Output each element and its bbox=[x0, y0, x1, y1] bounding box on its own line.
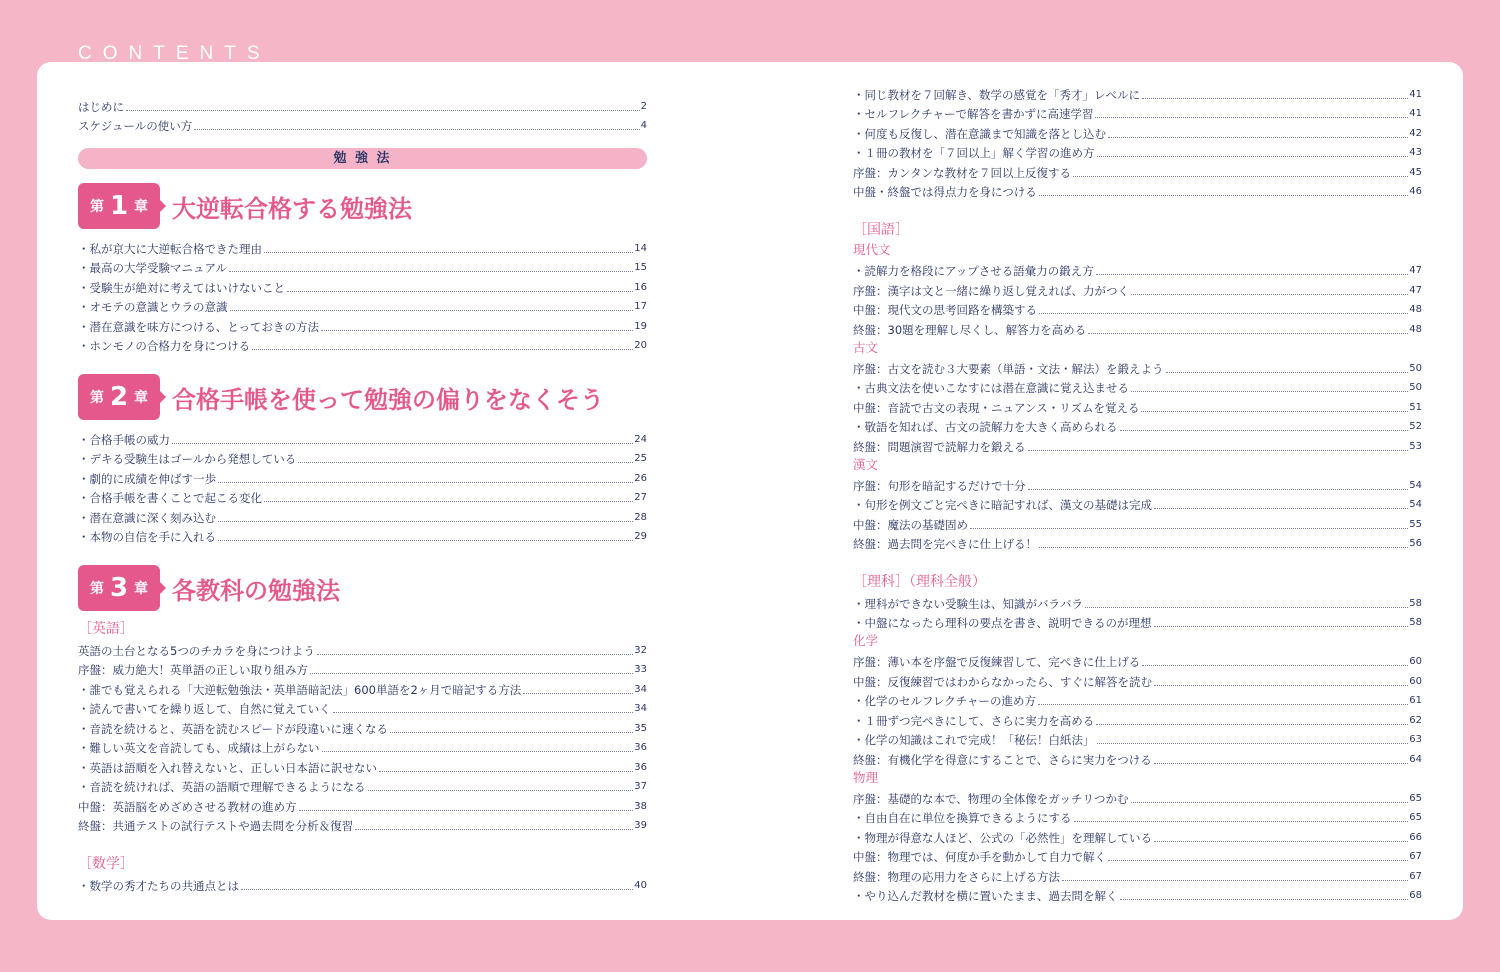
toc-entry[interactable] bbox=[853, 533, 1422, 553]
dot-leader bbox=[287, 291, 633, 292]
entry-title: 序盤：漢字は文と一緒に繰り返し覚えれば、力がつく bbox=[853, 283, 1129, 298]
page-number: 66 bbox=[1409, 831, 1422, 843]
left-column bbox=[78, 95, 647, 894]
subject-heading: ［理科］（理科全般） bbox=[853, 574, 986, 590]
chapter-badge bbox=[78, 374, 160, 420]
dot-leader bbox=[1096, 724, 1408, 725]
page-number: 40 bbox=[634, 879, 647, 891]
page-number: 55 bbox=[1409, 518, 1422, 530]
toc-entry[interactable] bbox=[78, 639, 647, 659]
page-number: 17 bbox=[634, 301, 647, 312]
page-number: 67 bbox=[1409, 851, 1422, 862]
dot-leader bbox=[1131, 391, 1408, 392]
page-number: 34 bbox=[634, 703, 647, 714]
toc-entry[interactable] bbox=[853, 377, 1422, 397]
chapter-header bbox=[78, 183, 647, 229]
page-number: 25 bbox=[634, 453, 647, 464]
entry-title: ・劇的に成績を伸ばす一歩 bbox=[78, 471, 216, 486]
dot-leader bbox=[1131, 802, 1409, 803]
entry-title: ・私が京大に大逆転合格できた理由 bbox=[78, 241, 262, 256]
dot-leader bbox=[1028, 489, 1409, 490]
right-column bbox=[853, 83, 1422, 904]
chapter-number: 1 bbox=[109, 191, 129, 221]
subsection-heading: 物理 bbox=[853, 769, 879, 785]
page-number: 42 bbox=[1409, 127, 1422, 139]
entry-title: ・１冊の教材を「７回以上」解く学習の進め方 bbox=[853, 146, 1095, 160]
entry-title: 終盤：30題を理解し尽くし、解答力を高める bbox=[853, 322, 1087, 337]
entry-title: 序盤：薄い本を序盤で反復練習して、完ぺきに仕上げる bbox=[853, 655, 1141, 669]
dot-leader bbox=[1039, 547, 1408, 548]
toc-entry[interactable] bbox=[78, 487, 647, 507]
page-number: 39 bbox=[634, 820, 647, 831]
entry-title: 序盤：基礎的な本で、物理の全体像をガッチリつかむ bbox=[853, 791, 1129, 806]
dot-leader bbox=[1131, 294, 1408, 295]
toc-entry[interactable] bbox=[78, 698, 647, 718]
dot-leader bbox=[1096, 274, 1409, 275]
entry-title: ・音読を続けると、英語を読むスピードが段違いに速くなる bbox=[78, 721, 389, 736]
page-number: 52 bbox=[1409, 421, 1422, 432]
page-number: 56 bbox=[1409, 538, 1422, 549]
dot-leader bbox=[321, 330, 633, 331]
toc-entry[interactable] bbox=[853, 318, 1422, 338]
toc-entry[interactable] bbox=[853, 494, 1422, 514]
page-number: 33 bbox=[634, 664, 647, 675]
chapter-number: 3 bbox=[109, 573, 129, 603]
toc-entry[interactable] bbox=[853, 416, 1422, 436]
toc-entry[interactable] bbox=[78, 795, 647, 815]
page-number: 27 bbox=[634, 492, 647, 503]
entry-title: 中盤：英語脳をめざめさせる教材の進め方 bbox=[78, 799, 297, 814]
toc-entry[interactable] bbox=[853, 181, 1422, 201]
toc-entry[interactable] bbox=[78, 296, 647, 316]
entry-title: 中盤：魔法の基礎固め bbox=[853, 517, 968, 532]
dot-leader bbox=[1039, 313, 1408, 314]
toc-entry[interactable] bbox=[78, 335, 647, 355]
toc-entry[interactable] bbox=[78, 659, 647, 679]
toc-entry[interactable] bbox=[853, 709, 1422, 729]
page-number: 29 bbox=[634, 531, 647, 542]
page-number: 47 bbox=[1409, 265, 1422, 276]
dot-leader bbox=[1028, 450, 1409, 451]
chapter-suffix: 章 bbox=[134, 199, 149, 215]
entry-title: ・受験生が絶対に考えてはいけないこと bbox=[78, 280, 285, 295]
toc-entry[interactable] bbox=[78, 315, 647, 335]
dot-leader bbox=[230, 310, 634, 311]
page-number: 16 bbox=[634, 281, 647, 293]
chapter-suffix: 章 bbox=[134, 581, 149, 597]
chapter-prefix: 第 bbox=[89, 581, 104, 597]
chapter-badge bbox=[78, 565, 160, 611]
page-number: 48 bbox=[1409, 323, 1422, 335]
chapter-title: 大逆転合格する勉強法 bbox=[172, 194, 412, 223]
toc-entry[interactable] bbox=[853, 690, 1422, 710]
entry-title: スケジュールの使い方 bbox=[78, 119, 193, 133]
dot-leader bbox=[1154, 841, 1408, 842]
page-number: 2 bbox=[640, 100, 647, 112]
toc-entry[interactable] bbox=[78, 237, 647, 257]
page-number: 45 bbox=[1409, 166, 1422, 178]
toc-entry[interactable] bbox=[853, 279, 1422, 299]
page-number: 53 bbox=[1409, 440, 1422, 452]
dot-leader bbox=[241, 889, 633, 890]
dot-leader bbox=[264, 501, 633, 502]
toc-entry[interactable] bbox=[78, 737, 647, 757]
entry-title: 序盤：古文を読む３大要素（単語・文法・解法）を鍛えよう bbox=[853, 361, 1164, 376]
dot-leader bbox=[1120, 899, 1409, 900]
page-number: 58 bbox=[1409, 597, 1422, 609]
dot-leader bbox=[252, 349, 633, 350]
entry-title: 終盤：物理の応用力をさらに上げる方法 bbox=[853, 869, 1060, 884]
page-number: 51 bbox=[1409, 401, 1422, 413]
chapter-prefix: 第 bbox=[89, 199, 104, 215]
chapter-header bbox=[78, 374, 647, 420]
page-number: 41 bbox=[1409, 108, 1422, 119]
toc-entry[interactable] bbox=[853, 396, 1422, 416]
page-number: 36 bbox=[634, 742, 647, 753]
subject-heading: ［数学］ bbox=[78, 856, 134, 872]
page-number: 19 bbox=[634, 320, 647, 332]
entry-title: ・読んで書いてを繰り返して、自然に覚えていく bbox=[78, 702, 331, 716]
toc-entry[interactable] bbox=[853, 885, 1422, 905]
dot-leader bbox=[172, 443, 633, 444]
chapter-badge bbox=[78, 183, 160, 229]
page-number: 68 bbox=[1409, 890, 1422, 901]
page-number: 67 bbox=[1409, 870, 1422, 882]
dot-leader bbox=[1141, 411, 1408, 412]
entry-title: ・音読を続ければ、英語の語順で理解できるようになる bbox=[78, 780, 366, 794]
toc-entry[interactable] bbox=[853, 83, 1422, 103]
entry-title: ・難しい英文を音読しても、成績は上がらない bbox=[78, 741, 320, 755]
toc-entry[interactable] bbox=[853, 357, 1422, 377]
dot-leader bbox=[299, 810, 634, 811]
page-number: 41 bbox=[1409, 88, 1422, 100]
toc-entry[interactable] bbox=[853, 103, 1422, 123]
page-number: 46 bbox=[1409, 186, 1422, 197]
entry-title: ・理科ができない受験生は、知識がバラバラ bbox=[853, 596, 1083, 611]
entry-title: はじめに bbox=[78, 99, 124, 114]
toc-entry[interactable] bbox=[853, 748, 1422, 768]
entry-title: ・古典文法を使いこなすには潜在意識に覚え込ませる bbox=[853, 381, 1129, 395]
toc-entry[interactable] bbox=[78, 776, 647, 796]
dot-leader bbox=[1039, 195, 1408, 196]
dot-leader bbox=[1142, 98, 1408, 99]
page-number: 58 bbox=[1409, 617, 1422, 628]
page-number: 15 bbox=[634, 262, 647, 273]
toc-entry[interactable] bbox=[78, 815, 647, 835]
entry-title: ・セルフレクチャーで解答を書かずに高速学習 bbox=[853, 107, 1094, 121]
entry-title: ・句形を例文ごと完ぺきに暗記すれば、漢文の基礎は完成 bbox=[853, 498, 1152, 512]
entry-title: ・化学の知識はこれで完成！「秘伝！白紙法」 bbox=[853, 733, 1095, 747]
entry-title: ・潜在意識に深く刻み込む bbox=[78, 510, 216, 525]
toc-entry[interactable] bbox=[853, 161, 1422, 181]
page-number: 64 bbox=[1409, 753, 1422, 765]
toc-entry[interactable] bbox=[853, 142, 1422, 162]
page-number: 14 bbox=[634, 242, 647, 254]
dot-leader bbox=[368, 790, 634, 791]
subsection-heading: 古文 bbox=[853, 339, 879, 355]
subsection-heading: 化学 bbox=[853, 633, 879, 648]
dot-leader bbox=[970, 528, 1408, 529]
toc-entry[interactable] bbox=[853, 826, 1422, 846]
dot-leader bbox=[126, 110, 640, 111]
entry-title: 終盤：問題演習で読解力を鍛える bbox=[853, 439, 1026, 454]
toc-entry[interactable] bbox=[853, 846, 1422, 866]
toc-entry[interactable] bbox=[853, 787, 1422, 807]
page-number: 65 bbox=[1409, 812, 1422, 823]
page-number: 26 bbox=[634, 472, 647, 484]
dot-leader bbox=[1154, 685, 1408, 686]
dot-leader bbox=[379, 771, 633, 772]
entry-title: ・合格手帳を書くことで起こる変化 bbox=[78, 491, 262, 505]
entry-title: 終盤：有機化学を得意にすることで、さらに実力をつける bbox=[853, 752, 1152, 767]
toc-entry[interactable] bbox=[853, 670, 1422, 690]
dot-leader bbox=[390, 732, 633, 733]
dot-leader bbox=[218, 540, 633, 541]
entry-title: ・やり込んだ教材を横に置いたまま、過去問を解く bbox=[853, 889, 1118, 903]
entry-title: ・最高の大学受験マニュアル bbox=[78, 261, 228, 275]
dot-leader bbox=[333, 712, 633, 713]
page-number: 20 bbox=[634, 340, 647, 351]
page-number: 61 bbox=[1409, 695, 1422, 706]
page-number: 50 bbox=[1409, 362, 1422, 374]
page-number: 54 bbox=[1409, 479, 1422, 491]
page-number: 34 bbox=[634, 683, 647, 695]
dot-leader bbox=[310, 673, 633, 674]
entry-title: 序盤：カンタンな教材を７回以上反復する bbox=[853, 165, 1072, 180]
page-number: 4 bbox=[640, 120, 647, 131]
dot-leader bbox=[1108, 860, 1408, 861]
toc-entry[interactable] bbox=[78, 467, 647, 487]
entry-title: 中盤・終盤では得点力を身につける bbox=[853, 185, 1037, 199]
subsection-heading: 漢文 bbox=[853, 456, 879, 472]
page-number: 36 bbox=[634, 761, 647, 773]
entry-title: ・１冊ずつ完ぺきにして、さらに実力を高める bbox=[853, 713, 1095, 728]
entry-title: ・本物の自信を手に入れる bbox=[78, 530, 216, 544]
dot-leader bbox=[1074, 821, 1409, 822]
toc-entry[interactable] bbox=[78, 717, 647, 737]
entry-title: ・中盤になったら理科の要点を書き、説明できるのが理想 bbox=[853, 616, 1152, 630]
toc-entry[interactable] bbox=[853, 435, 1422, 455]
dot-leader bbox=[1095, 117, 1408, 118]
entry-title: 中盤：現代文の思考回路を構築する bbox=[853, 303, 1037, 317]
dot-leader bbox=[218, 521, 633, 522]
dot-leader bbox=[1038, 704, 1408, 705]
entry-title: 終盤：過去問を完ぺきに仕上げる！ bbox=[853, 537, 1037, 551]
entry-title: ・英語は語順を入れ替えないと、正しい日本語に訳せない bbox=[78, 760, 377, 775]
entry-title: 序盤：句形を暗記するだけで十分 bbox=[853, 478, 1026, 493]
page-number: 37 bbox=[634, 781, 647, 792]
dot-leader bbox=[1142, 665, 1408, 666]
contents-heading: CONTENTS bbox=[78, 43, 271, 62]
page-number: 28 bbox=[634, 511, 647, 523]
page-number: 38 bbox=[634, 800, 647, 812]
dot-leader bbox=[194, 129, 639, 130]
page-number: 62 bbox=[1409, 714, 1422, 726]
dot-leader bbox=[1108, 137, 1408, 138]
toc-entry[interactable] bbox=[853, 612, 1422, 632]
toc-entry[interactable] bbox=[78, 115, 647, 135]
chapter-suffix: 章 bbox=[134, 390, 149, 406]
dot-leader bbox=[523, 693, 633, 694]
toc-entry[interactable] bbox=[853, 122, 1422, 142]
chapter-number: 2 bbox=[109, 382, 129, 412]
entry-title: ・合格手帳の威力 bbox=[78, 432, 170, 447]
entry-title: ・敬語を知れば、古文の読解力を大きく高められる bbox=[853, 420, 1118, 434]
entry-title: ・オモテの意識とウラの意識 bbox=[78, 300, 228, 314]
dot-leader bbox=[1097, 156, 1409, 157]
toc-entry[interactable] bbox=[853, 865, 1422, 885]
chapter-prefix: 第 bbox=[89, 390, 104, 406]
toc-entry[interactable] bbox=[78, 95, 647, 115]
page-number: 48 bbox=[1409, 304, 1422, 315]
entry-title: 序盤：威力絶大！英単語の正しい取り組み方 bbox=[78, 663, 308, 677]
dot-leader bbox=[218, 482, 633, 483]
toc-entry[interactable] bbox=[78, 874, 647, 894]
toc-entry[interactable] bbox=[78, 526, 647, 546]
entry-title: ・読解力を格段にアップさせる語彙力の鍛え方 bbox=[853, 264, 1094, 278]
page-number: 32 bbox=[634, 644, 647, 656]
dot-leader bbox=[229, 271, 633, 272]
toc-entry[interactable] bbox=[853, 474, 1422, 494]
dot-leader bbox=[355, 829, 633, 830]
entry-title: ・数学の秀才たちの共通点とは bbox=[78, 878, 239, 893]
dot-leader bbox=[264, 252, 633, 253]
page-number: 65 bbox=[1409, 792, 1422, 804]
entry-title: 中盤：物理では、何度か手を動かして自力で解く bbox=[853, 850, 1106, 864]
subsection-heading: 現代文 bbox=[853, 242, 891, 257]
subject-heading: ［国語］ bbox=[853, 222, 909, 238]
dot-leader bbox=[1120, 430, 1409, 431]
dot-leader bbox=[298, 462, 633, 463]
toc-entry[interactable] bbox=[78, 678, 647, 698]
page-number: 54 bbox=[1409, 499, 1422, 510]
toc-entry[interactable] bbox=[78, 506, 647, 526]
section-band-study-methods: 勉 強 法 bbox=[78, 148, 647, 169]
toc-entry[interactable] bbox=[78, 276, 647, 296]
toc-entry[interactable] bbox=[78, 428, 647, 448]
entry-title: ・自由自在に単位を換算できるようにする bbox=[853, 811, 1072, 825]
subject-heading: ［英語］ bbox=[78, 621, 134, 637]
toc-entry[interactable] bbox=[853, 807, 1422, 827]
dot-leader bbox=[317, 654, 633, 655]
page-number: 47 bbox=[1409, 284, 1422, 296]
toc-entry[interactable] bbox=[853, 260, 1422, 280]
entry-title: ・化学のセルフレクチャーの進め方 bbox=[853, 694, 1036, 708]
toc-entry[interactable] bbox=[853, 513, 1422, 533]
toc-entry[interactable] bbox=[853, 651, 1422, 671]
entry-title: ・誰でも覚えられる「大逆転勉強法・英単語暗記法」600単語を2ヶ月で暗記する方法 bbox=[78, 682, 522, 697]
dot-leader bbox=[1088, 333, 1408, 334]
entry-title: 英語の土台となる5つのチカラを身につけよう bbox=[78, 643, 315, 658]
dot-leader bbox=[322, 751, 634, 752]
toc-entry[interactable] bbox=[78, 257, 647, 277]
entry-title: ・潜在意識を味方につける、とっておきの方法 bbox=[78, 319, 320, 334]
page-number: 63 bbox=[1409, 734, 1422, 745]
dot-leader bbox=[1166, 372, 1409, 373]
dot-leader bbox=[1154, 763, 1408, 764]
entry-title: ・デキる受験生はゴールから発想している bbox=[78, 452, 297, 466]
toc-entry[interactable] bbox=[853, 729, 1422, 749]
dot-leader bbox=[1154, 626, 1409, 627]
page-number: 43 bbox=[1409, 147, 1422, 158]
toc-entry[interactable] bbox=[853, 592, 1422, 612]
entry-title: ・物理が得意な人ほど、公式の「必然性」を理解している bbox=[853, 830, 1152, 845]
entry-title: ・ホンモノの合格力を身につける bbox=[78, 339, 251, 353]
toc-entry[interactable] bbox=[78, 448, 647, 468]
page-number: 60 bbox=[1409, 656, 1422, 667]
entry-title: 中盤：音読で古文の表現・ニュアンス・リズムを覚える bbox=[853, 400, 1140, 415]
page-number: 24 bbox=[634, 433, 647, 445]
dot-leader bbox=[1097, 743, 1409, 744]
chapter-header bbox=[78, 565, 647, 611]
entry-title: ・同じ教材を７回解き、数学の感覚を「秀才」レベルに bbox=[853, 87, 1141, 102]
dot-leader bbox=[1154, 508, 1408, 509]
dot-leader bbox=[1085, 607, 1408, 608]
toc-entry[interactable] bbox=[78, 756, 647, 776]
entry-title: 終盤：共通テストの試行テストや過去問を分析＆復習 bbox=[78, 819, 354, 833]
page-number: 35 bbox=[634, 722, 647, 734]
entry-title: ・何度も反復し、潜在意識まで知識を落とし込む bbox=[853, 126, 1106, 141]
dot-leader bbox=[1073, 176, 1408, 177]
page-number: 60 bbox=[1409, 675, 1422, 687]
page-number: 50 bbox=[1409, 382, 1422, 393]
entry-title: 中盤：反復練習ではわからなかったら、すぐに解答を読む bbox=[853, 674, 1152, 689]
chapter-title: 合格手帳を使って勉強の偏りをなくそう bbox=[172, 385, 604, 414]
toc-entry[interactable] bbox=[853, 299, 1422, 319]
dot-leader bbox=[1062, 880, 1408, 881]
chapter-title: 各教科の勉強法 bbox=[172, 576, 340, 605]
